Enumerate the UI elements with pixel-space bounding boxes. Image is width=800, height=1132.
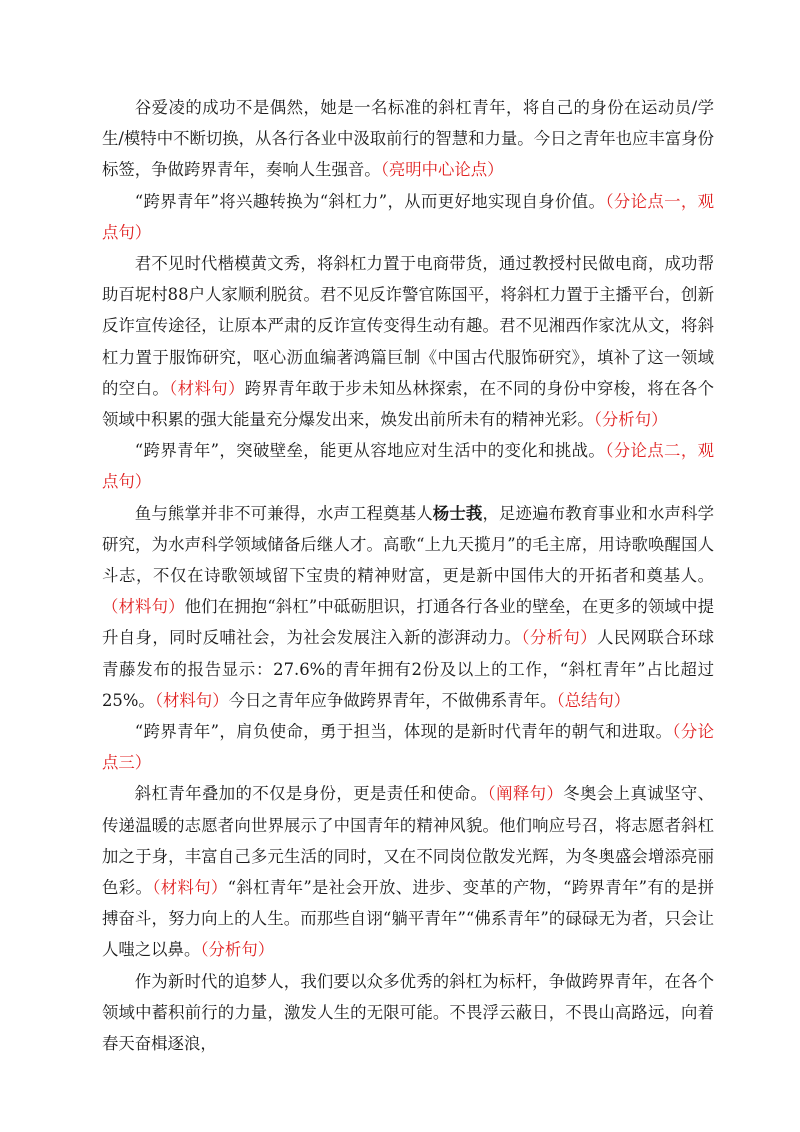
text-run: 跨界青年敢于步未知丛林探索，在不同的身份中穿梭，将在各个领域中积累的强大能量充分爆发出来，焕发出前所未有的精神光彩。 (102, 378, 715, 430)
text-run: 作为新时代的追梦人，我们要以众多优秀的斜杠为标杆，争做跨界青年，在各个领域中蓄积前行的力量，激发人生的无限可能。不畏浮云蔽日，不畏山高路远，向着春天奋楫逐浪， (102, 971, 714, 1054)
annotation-tag: （分析句） (200, 940, 275, 960)
annotation-tag: （分析句） (521, 628, 597, 648)
annotation-tag: （分析句） (593, 410, 668, 430)
bold-name: 杨士莪 (432, 503, 483, 523)
intro-paragraph (102, 92, 714, 186)
annotation-tag: （总结句） (556, 690, 631, 710)
text-run: 他们在拥抱“斜杠”中砥砺胆识，打通各行各业的壁垒，在更多的领域中提升自身，同时反哺社会，为社会发展注入新的澎湃动力。 (102, 597, 714, 648)
annotation-tag: （阐释句） (487, 784, 564, 804)
annotation-tag: （分论点一，观点句） (102, 191, 714, 242)
text-run: 鱼与熊掌并非不可兼得，水声工程奠基人 (134, 503, 433, 523)
text-run: “跨界青年”将兴趣转换为“斜杠力”，从而更好地实现自身价值。 (134, 191, 606, 211)
annotation-tag: （分论点二，观点句） (102, 441, 714, 492)
sub-argument-2-body (102, 498, 714, 716)
text-run: “跨界青年”，肩负使命，勇于担当，体现的是新时代青年的朝气和进取。 (134, 722, 673, 742)
annotation-tag: （分论点三） (102, 722, 714, 773)
text-run: 斜杠青年叠加的不仅是身份，更是责任和使命。 (134, 784, 488, 804)
annotation-tag: （材料句） (169, 378, 245, 398)
text-run: 谷爱凌的成功不是偶然，她是一名标准的斜杠青年，将自己的身份在运动员/学生/模特中不断切换，从各行各业中汲取前行的智慧和力量。今日之青年也应丰富身份标签，争做跨界青年，奏响人生强音。 (102, 98, 714, 180)
text-run: 冬奥会上真诚坚守、传递温暖的志愿者向世界展示了中国青年的精神风貌。他们响应号召，将志愿者斜杠加之于身，丰富自己多元生活的同时，又在不同岗位散发光辉，为冬奥盛会增添亮丽色彩。 (102, 784, 715, 898)
text-run: 人民网联合环球青藤发布的报告显示：27.6%的青年拥有2份及以上的工作，“斜杠青年”占比超过25%。 (102, 628, 715, 710)
annotation-tag: （亮明中心论点） (380, 160, 504, 180)
sub-argument-3-heading (102, 716, 714, 778)
sub-argument-2-heading (102, 435, 714, 497)
conclusion-paragraph (102, 966, 714, 1060)
annotation-tag: （材料句） (152, 878, 228, 898)
sub-argument-3-body (102, 778, 714, 965)
annotation-tag: （材料句） (154, 690, 229, 710)
text-run: “跨界青年”，突破壁垒，能更从容地应对生活中的变化和挑战。 (134, 441, 606, 461)
sub-argument-1-body (102, 248, 714, 435)
text-run: 今日之青年应争做跨界青年，不做佛系青年。 (228, 690, 557, 710)
text-run: ，足迹遍布教育事业和水声科学研究，为水声科学领域储备后继人才。高歌“上九天揽月”的毛主席，用诗歌唤醒国人斗志，不仅在诗歌领域留下宝贵的精神财富，更是新中国伟大的开拓者和奠基人。 (102, 503, 715, 586)
text-run: “斜杠青年”是社会开放、进步、变革的产物，“跨界青年”有的是拼搏奋斗，努力向上的人生。而那些自诩“躺平青年”“佛系青年”的碌碌无为者，只会让人嗤之以鼻。 (102, 878, 714, 960)
annotation-tag: （材料句） (102, 597, 185, 617)
sub-argument-1-heading (102, 186, 714, 248)
text-run: 君不见时代楷模黄文秀，将斜杠力置于电商带货，通过教授村民做电商，成功帮助百坭村88户人家顺利脱贫。君不见反诈警官陈国平，将斜杠力置于主播平台，创新反诈宣传途径，让原本严肃的反诈宣传变得生动有趣。君不见湘西作家沈从文，将斜杠力置于服饰研究，呕心沥血编著鸿篇巨制《中国古代服饰研究》，填补了这一领域的空白。 (102, 254, 714, 398)
